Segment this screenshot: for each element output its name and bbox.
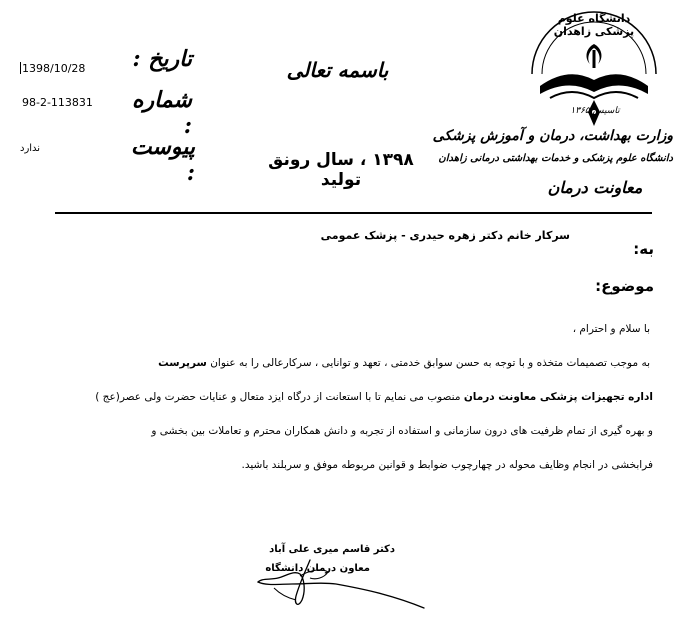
date-value: 1398/10/28 xyxy=(22,62,86,75)
body-line-1-text: به موجب تصمیمات متخذه و با توجه به حسن سوابق خدمتی ، تعهد و توانایی ، سرکارعالی را به عنوان xyxy=(210,357,650,369)
signature-scribble-icon xyxy=(240,548,430,618)
body-line-4: فرابخشی در انجام وظایف محوله در چهارچوب ضوابط و قوانین مربوطه موفق و سربلند باشید. xyxy=(241,459,653,471)
ministry-name: وزارت بهداشت، درمان و آموزش پزشکی xyxy=(432,128,673,144)
signatory-title: معاون درمان دانشگاه xyxy=(265,563,370,574)
number-value: 98-2-113831 xyxy=(22,96,93,109)
signatory-name: دکتر قاسم میری علی آباد xyxy=(269,544,395,555)
department-name: معاونت درمان xyxy=(547,178,643,197)
invocation: باسمه تعالی xyxy=(286,58,389,82)
university-name: دانشگاه علوم پزشکی زاهدان xyxy=(553,12,635,38)
body-line-2-text: منصوب می نمایم تا با استعانت از درگاه ایزد متعال و عنایات حضرت ولی عصر(عج ) xyxy=(95,391,461,403)
subject-label: موضوع: xyxy=(595,277,654,295)
body-line-1-bold: سرپرست xyxy=(158,357,207,369)
university-services: دانشگاه علوم پزشکی و خدمات بهداشتی درمانی زاهدان xyxy=(438,153,673,164)
year-slogan: ۱۳۹۸ ، سال رونق تولید xyxy=(268,150,414,190)
body-line-2-bold: اداره تجهیزات پزشکی معاونت درمان xyxy=(463,391,653,403)
attachment-value: ندارد xyxy=(20,143,41,154)
date-label: تاریخ : xyxy=(132,46,192,72)
attachment-label: پیوست : xyxy=(130,134,195,186)
body-line-2 xyxy=(60,392,653,403)
body-line-3: و بهره گیری از تمام ظرفیت های درون سازمانی و استفاده از تجربه و دانش همکاران محترم و تعاملات بین بخشی و xyxy=(151,425,653,437)
number-label: شماره : xyxy=(131,87,192,139)
header-divider xyxy=(55,212,652,214)
handwritten-signature xyxy=(240,548,430,618)
greeting: با سلام و احترام ، xyxy=(572,323,650,335)
founded-year: تاسیس ۱۳۶۵ xyxy=(570,106,620,116)
body-line-1 xyxy=(100,358,650,369)
addressee-name: سرکار خانم دکتر زهره حیدری - پزشک عمومی xyxy=(320,229,570,242)
to-label: به: xyxy=(633,240,654,258)
